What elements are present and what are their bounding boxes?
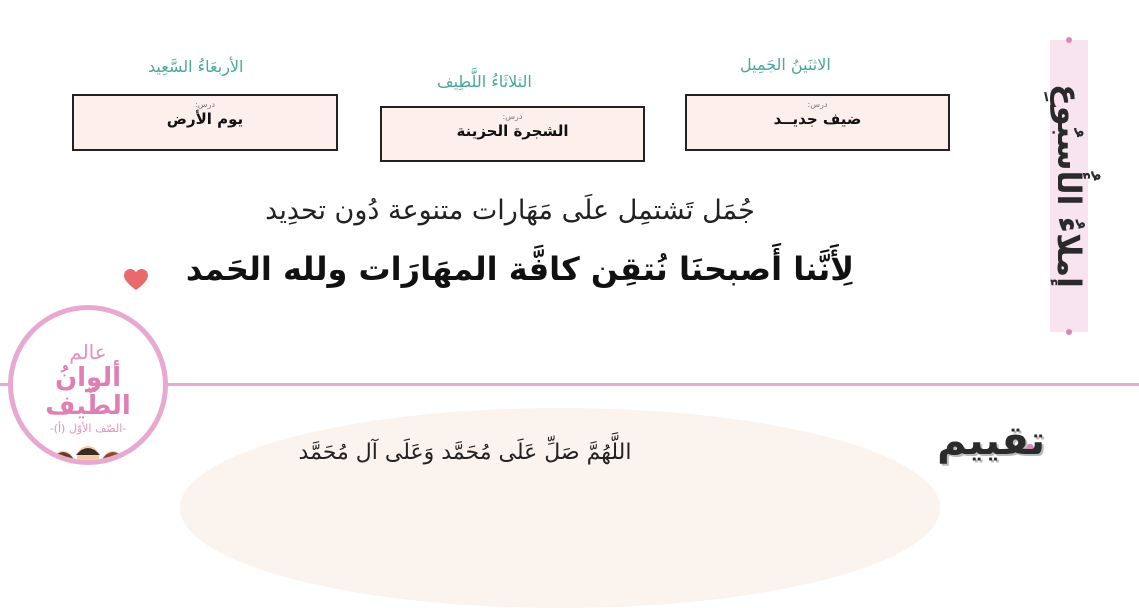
section-divider xyxy=(0,383,1139,386)
logo-line-1: عالم xyxy=(69,340,107,364)
logo-line-3: -الصّف الأوّل (أ)- xyxy=(49,422,127,435)
lesson-box-tuesday xyxy=(380,106,645,162)
weekly-dictation-banner xyxy=(1050,40,1088,332)
lesson-title: الشجرة الحزينة xyxy=(456,122,569,140)
banner-dot-top xyxy=(1066,37,1072,43)
heart-icon xyxy=(123,268,149,292)
weekly-dictation-title: إملاءُ الأُسبُوعِ xyxy=(1050,83,1088,289)
logo-line-2: ألوانُ الطَّيف xyxy=(45,363,131,421)
children-illustration-icon xyxy=(38,439,138,465)
day-label-monday: الاثنَينُ الجَمِيل xyxy=(740,55,831,74)
lesson-box-monday xyxy=(685,94,950,151)
lesson-caption: درس: xyxy=(502,112,523,121)
lesson-caption: درس: xyxy=(195,100,215,109)
evaluation-heading: تقييم xyxy=(937,418,1045,464)
lesson-title: ضيف جديــد xyxy=(773,110,862,128)
day-label-tuesday: الثلاثَاءُ اللَّطِيف xyxy=(437,72,532,91)
prayer-line: اللَّهُمَّ صَلِّ عَلَى مُحَمَّد وَعَلَى آل مُحَمَّد xyxy=(298,440,632,465)
background-blob xyxy=(180,408,940,608)
description-line: جُمَل تَشتمِل علَى مَهَارات متنوعة دُون تحدِيد xyxy=(265,195,755,226)
banner-dot-bottom xyxy=(1066,329,1072,335)
day-label-wednesday: الأربعَاءُ السَّعِيد xyxy=(148,57,244,76)
lesson-box-wednesday xyxy=(72,94,338,151)
lesson-caption: درس: xyxy=(807,100,828,109)
lesson-title: يوم الأرض xyxy=(166,110,244,128)
praise-line: لِأَنَّنا أَصبحنَا نُتقِن كافَّة المهَارَات ولله الحَمد xyxy=(185,250,855,288)
class-logo xyxy=(8,305,168,465)
